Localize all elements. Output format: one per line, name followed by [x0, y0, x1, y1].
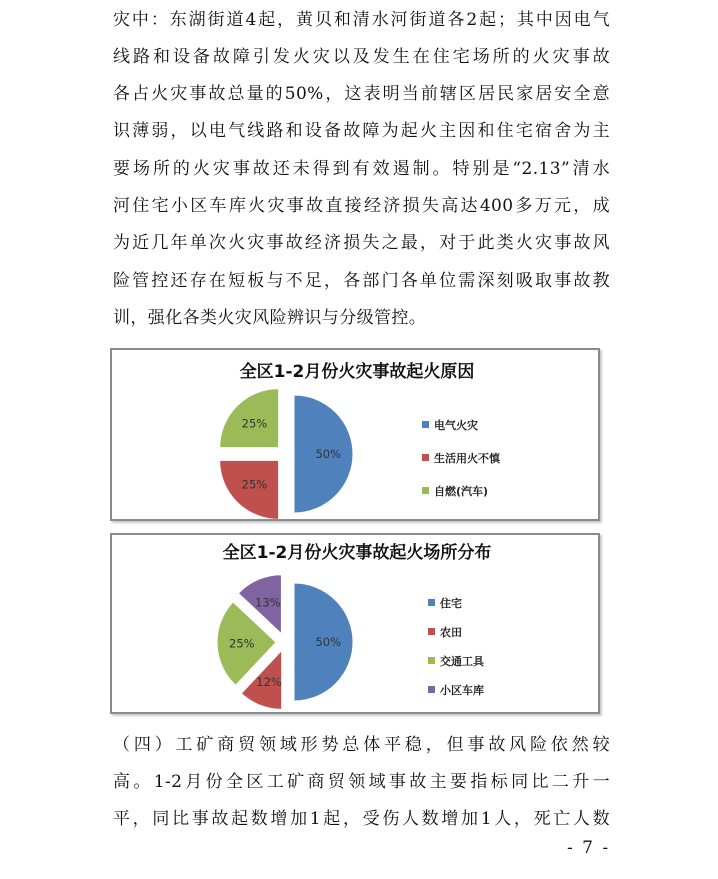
- text-line: 河住宅小区车库火灾事故直接经济损失高达400多万元，成: [113, 196, 610, 216]
- text-line: （四）工矿商贸领域形势总体平稳，但事故风险依然较: [113, 735, 610, 755]
- text-line: 识薄弱，以电气线路和设备故障为起火主因和住宅宿舍为主: [113, 121, 610, 141]
- legend-swatch: [422, 487, 429, 494]
- pie-chart-svg: [112, 535, 598, 712]
- pie-chart-svg: [112, 350, 598, 519]
- legend-label: 农田: [440, 626, 462, 639]
- legend-label: 自燃(汽车): [434, 485, 489, 498]
- pie-data-label: 25%: [241, 416, 268, 431]
- legend-label: 生活用火不慎: [434, 452, 500, 465]
- legend-label: 小区车库: [440, 684, 484, 697]
- pie-data-label: 12%: [256, 675, 282, 690]
- legend-swatch: [422, 454, 429, 461]
- legend-swatch: [428, 599, 435, 606]
- legend-label: 住宅: [440, 597, 462, 610]
- text-line: 训，强化各类火灾风险辨识与分级管控。: [113, 308, 427, 328]
- text-line: 灾中：东湖街道4起，黄贝和清水河街道各2起；其中因电气: [113, 10, 610, 30]
- pie-data-label: 50%: [315, 447, 342, 461]
- chart-fire-locations: [110, 533, 600, 714]
- pie-data-label: 13%: [255, 595, 281, 610]
- legend-swatch: [428, 657, 435, 664]
- chart-title: 全区1-2月份火灾事故起火场所分布: [222, 543, 492, 563]
- pie-data-label: 50%: [315, 635, 342, 649]
- chart-title: 全区1-2月份火灾事故起火原因: [239, 362, 475, 382]
- chart-fire-causes: [110, 348, 600, 521]
- page-number: - 7 -: [567, 838, 611, 858]
- text-line: 平，同比事故起数增加1起，受伤人数增加1人，死亡人数: [113, 809, 610, 829]
- legend-swatch: [422, 421, 429, 428]
- legend-swatch: [428, 628, 435, 635]
- legend-label: 电气火灾: [434, 419, 478, 432]
- text-line: 要场所的火灾事故还未得到有效遏制。特别是“2.13”清水: [113, 159, 610, 179]
- pie-data-label: 25%: [241, 477, 268, 492]
- text-line: 为近几年单次火灾事故经济损失之最，对于此类火灾事故风: [113, 233, 610, 253]
- text-line: 高。1-2月份全区工矿商贸领域事故主要指标同比二升一: [113, 772, 610, 792]
- pie-data-label: 25%: [229, 636, 255, 651]
- text-line: 各占火灾事故总量的50%，这表明当前辖区居民家居安全意: [113, 84, 610, 104]
- legend-label: 交通工具: [440, 655, 484, 668]
- text-line: 险管控还存在短板与不足，各部门各单位需深刻吸取事故教: [113, 271, 610, 291]
- text-line: 线路和设备故障引发火灾以及发生在住宅场所的火灾事故: [113, 47, 610, 67]
- legend-swatch: [428, 686, 435, 693]
